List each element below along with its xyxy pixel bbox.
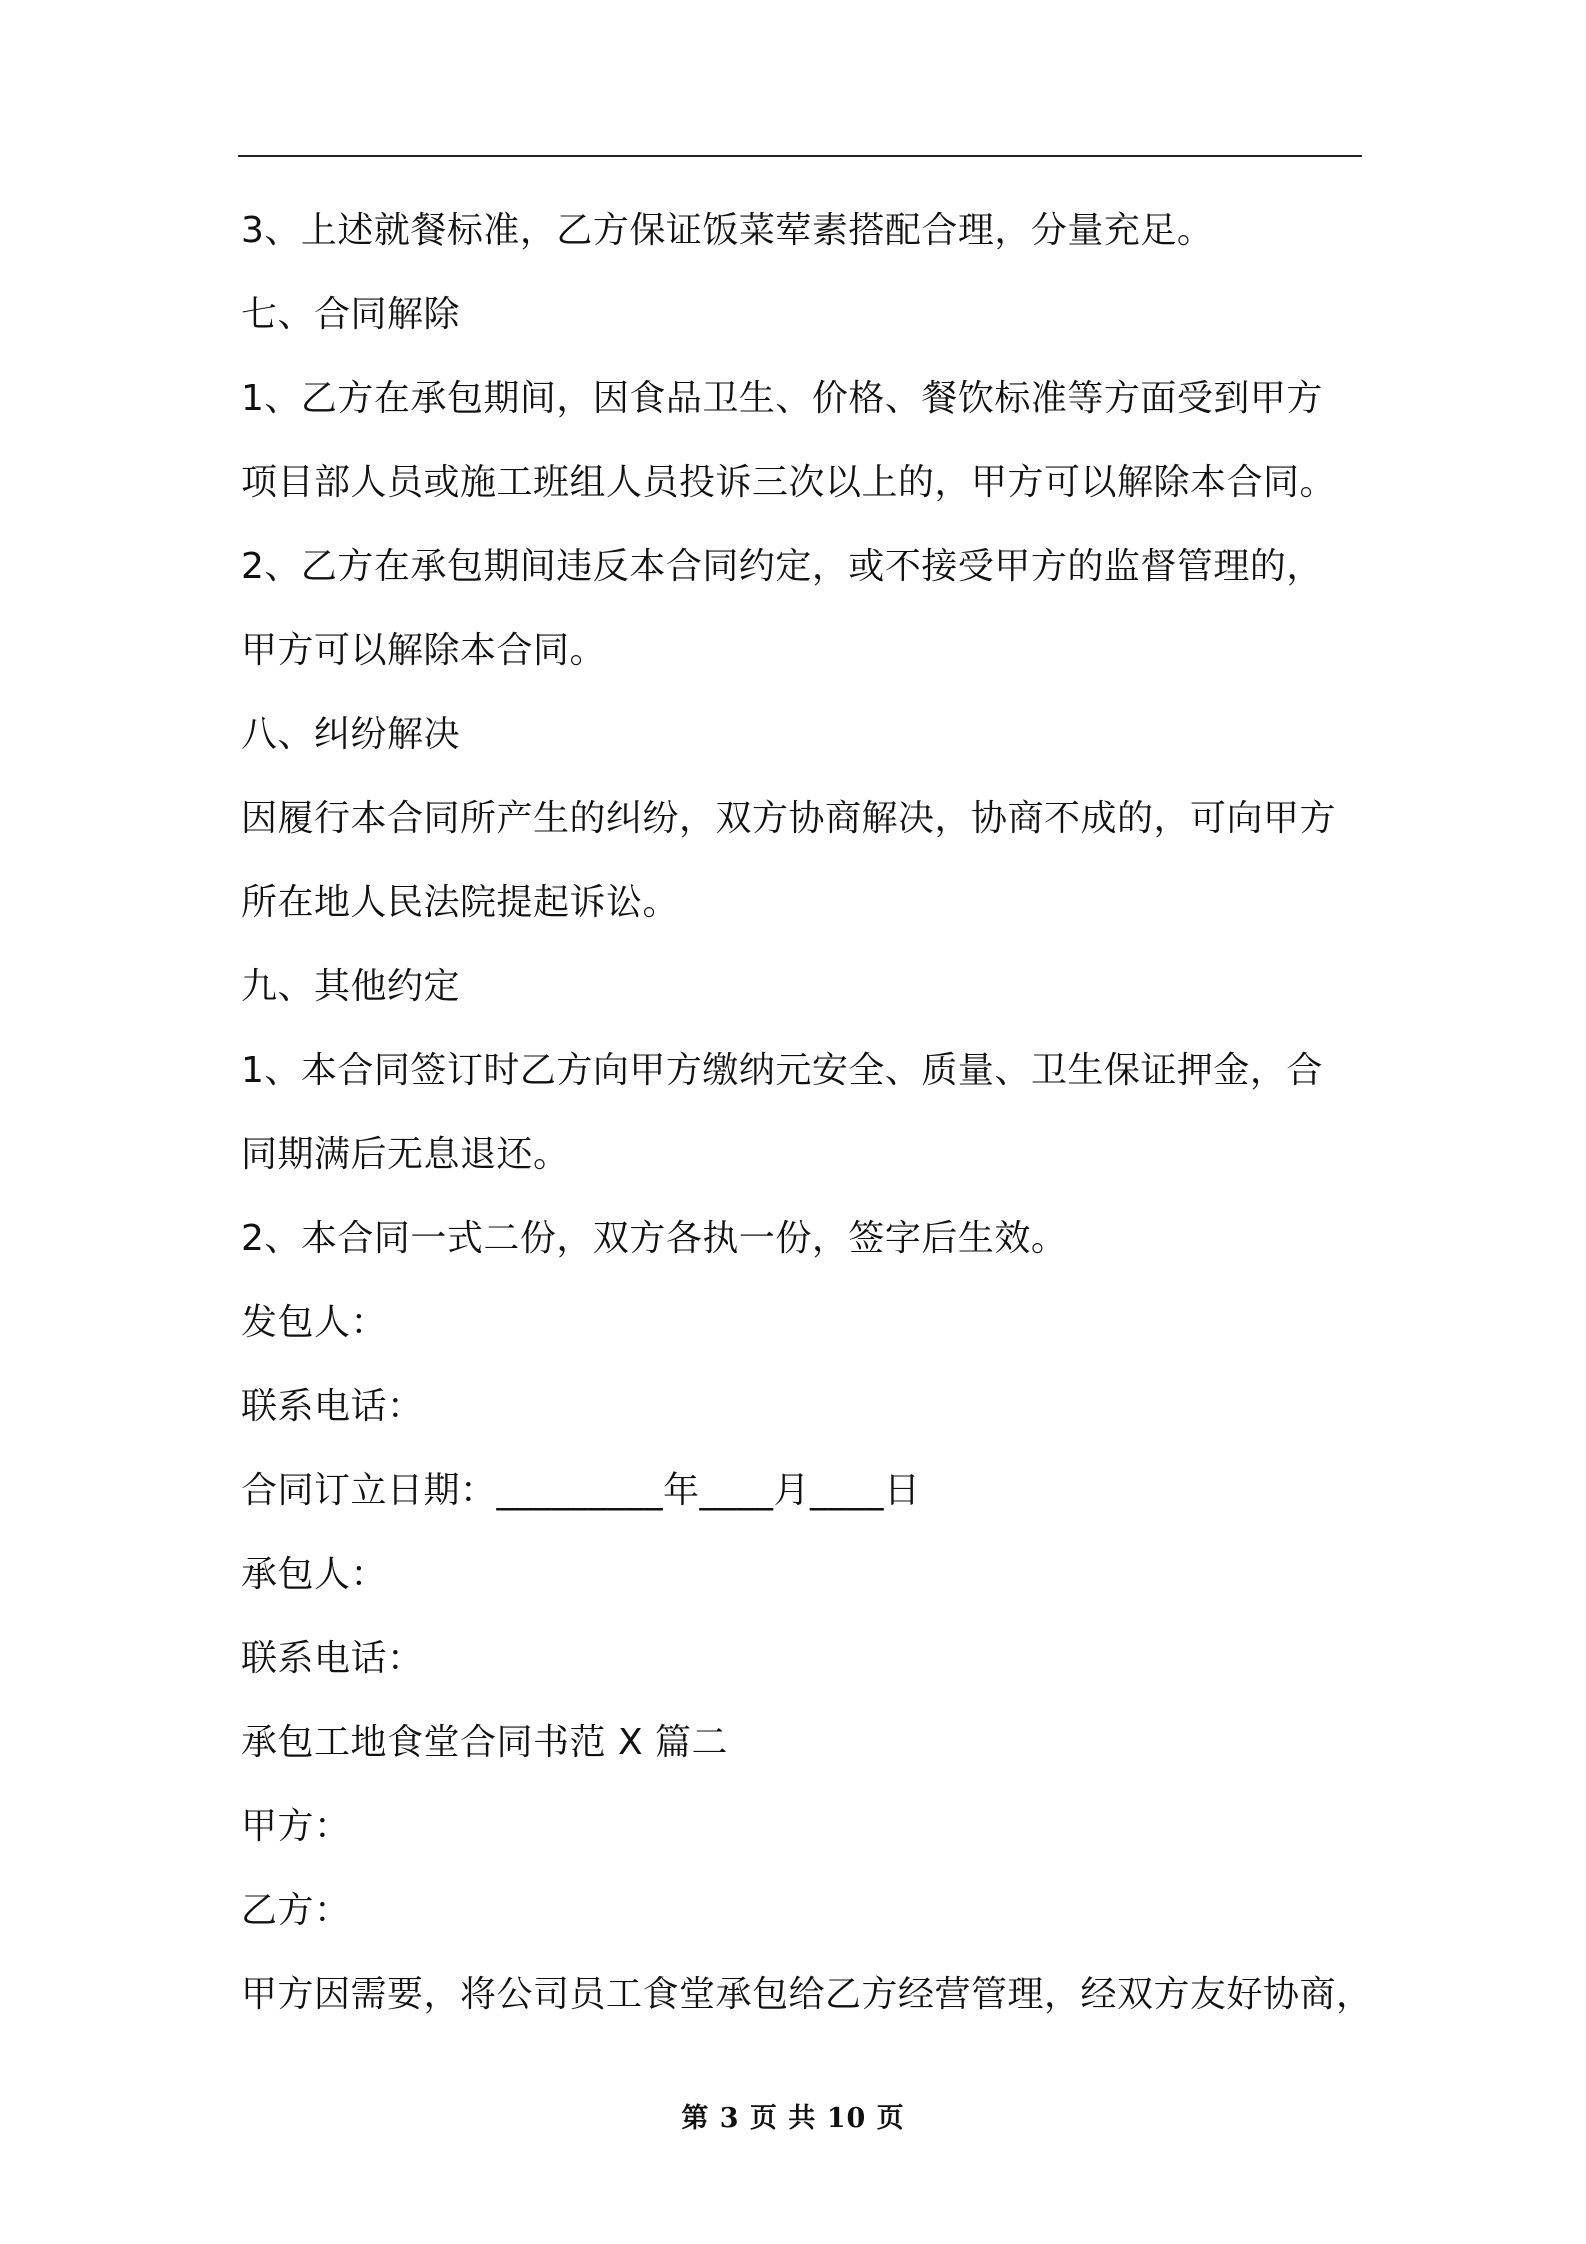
contractor-label: 发包人： <box>241 1302 388 1343</box>
other-terms-clause-1-line-2: 同期满后无息退还。 <box>241 1134 570 1175</box>
document-body <box>241 196 1371 2044</box>
party-b-label: 乙方： <box>241 1890 351 1931</box>
termination-clause-2-line-1: 2、乙方在承包期间违反本合同约定，或不接受甲方的监督管理的， <box>241 546 1323 587</box>
contractor-phone-label: 联系电话： <box>241 1386 424 1427</box>
disputes-text-line-2: 所在地人民法院提起诉讼。 <box>241 882 680 923</box>
section-title-part-two: 承包工地食堂合同书范 X 篇二 <box>241 1722 729 1763</box>
party-a-label: 甲方： <box>241 1806 351 1847</box>
other-terms-clause-1-line-1: 1、本合同签订时乙方向甲方缴纳元安全、质量、卫生保证押金，合 <box>241 1050 1323 1091</box>
termination-clause-2-line-2: 甲方可以解除本合同。 <box>241 630 607 671</box>
termination-clause-1-line-1: 1、乙方在承包期间，因食品卫生、价格、餐饮标准等方面受到甲方 <box>241 378 1323 419</box>
termination-clause-1-line-2: 项目部人员或施工班组人员投诉三次以上的，甲方可以解除本合同。 <box>241 462 1337 503</box>
section-heading-disputes: 八、纠纷解决 <box>241 714 461 755</box>
other-terms-clause-2: 2、本合同一式二份，双方各执一份，签字后生效。 <box>241 1218 1068 1259</box>
contractee-label: 承包人： <box>241 1554 388 1595</box>
preamble-text-line-1: 甲方因需要，将公司员工食堂承包给乙方经营管理，经双方友好协商， <box>241 1974 1373 2015</box>
section-heading-other-terms: 九、其他约定 <box>241 966 461 1007</box>
contractee-phone-label: 联系电话： <box>241 1638 424 1679</box>
section-heading-termination: 七、合同解除 <box>241 294 461 335</box>
disputes-text-line-1: 因履行本合同所产生的纠纷，双方协商解决，协商不成的，可向甲方 <box>241 798 1337 839</box>
header-rule <box>238 155 1362 157</box>
page-number: 第 3 页 共 10 页 <box>681 2103 905 2134</box>
contract-date-line: 合同订立日期：_________年____月____日 <box>241 1470 921 1511</box>
clause-3-dining-standard: 3、上述就餐标准，乙方保证饭菜荤素搭配合理，分量充足。 <box>241 210 1214 251</box>
